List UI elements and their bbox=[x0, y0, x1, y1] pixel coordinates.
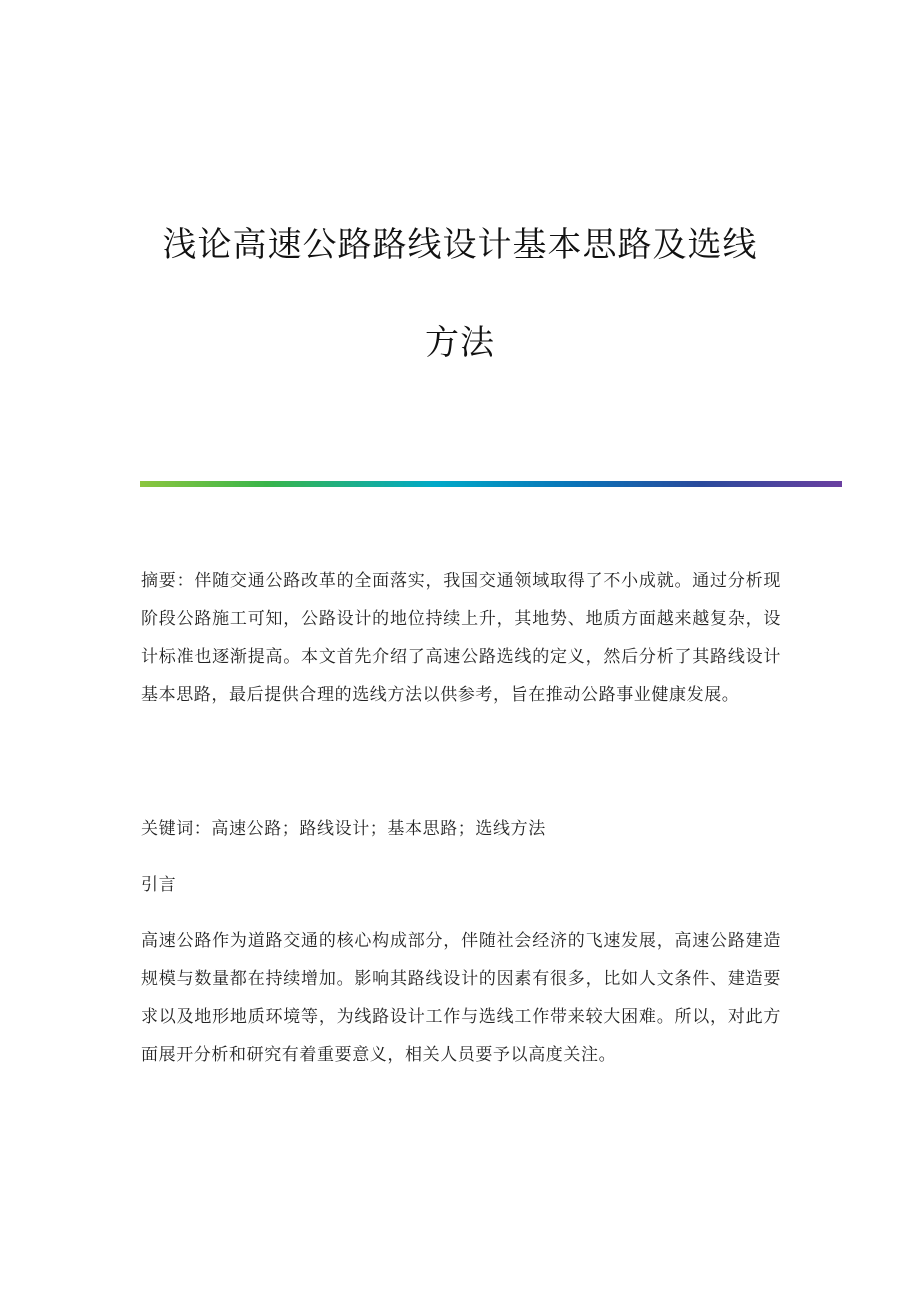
introduction-paragraph: 高速公路作为道路交通的核心构成部分，伴随社会经济的飞速发展，高速公路建造规模与数量都在持续增加。影响其路线设计的因素有很多，比如人文条件、建造要求以及地形地质环境等，为线路设计工作与选线工作带来较大困难。所以，对此方面展开分析和研究有着重要意义，相关人员要予以高度关注。 bbox=[141, 931, 781, 1065]
document-title-line-1: 浅论高速公路路线设计基本思路及选线 bbox=[162, 225, 758, 265]
abstract-paragraph: 摘要：伴随交通公路改革的全面落实，我国交通领域取得了不小成就。通过分析现阶段公路施工可知，公路设计的地位持续上升，其地势、地质方面越来越复杂，设计标准也逐渐提高。本文首先介绍了高速公路选线的定义，然后分析了其路线设计基本思路，最后提供合理的选线方法以供参考，旨在推动公路事业健康发展。 bbox=[141, 571, 781, 705]
introduction-heading: 引言 bbox=[141, 875, 177, 895]
keywords-line: 关键词：高速公路；路线设计；基本思路；选线方法 bbox=[141, 819, 546, 839]
title-gradient-divider bbox=[140, 481, 842, 487]
document-title-line-2: 方法 bbox=[425, 323, 495, 363]
